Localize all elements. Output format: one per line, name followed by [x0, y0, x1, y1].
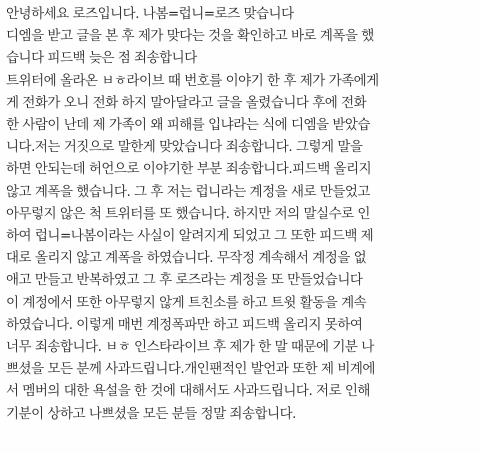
note-line: 쁘셨을 모든 분께 사과드립니다.개인팬적인 발언과 또한 제 비계에 — [6, 361, 375, 378]
note-line: 하면 안되는데 허언으로 이야기한 부분 죄송합니다.피드백 올리지 — [6, 161, 372, 178]
note-line: 안녕하세요 로즈입니다. 나봄=럽니=로즈 맞습니다 — [6, 6, 294, 22]
note-line: 아무렇지 않은 척 트위터를 또 했습니다. 하지만 저의 말실수로 인 — [6, 205, 370, 222]
note-line: 서 멤버의 대한 욕설을 한 것에 대해서도 사과드립니다. 저로 인해 — [6, 383, 370, 400]
note-line: 디엠을 받고 글을 본 후 제가 맞다는 것을 확인하고 바로 계폭을 했 — [6, 28, 374, 45]
note-line: 하여 럽니=나봄이라는 사실이 알려지게 되었고 그 또한 피드백 제 — [6, 228, 374, 245]
note-line: 니다.저는 거짓으로 말한게 맞았습니다 죄송합니다. 그렇게 말을 — [6, 139, 363, 156]
note-line: 습니다 피드백 늦은 점 죄송합니다 — [6, 50, 197, 67]
note-line: 애고 만들고 반복하였고 그 후 로즈라는 계정을 또 만들었습니다 — [6, 272, 363, 289]
note-line: 한 사람이 난데 제 가족이 왜 피해를 입냐라는 식에 디엠을 받았습 — [6, 117, 370, 134]
note-line: 게 전화가 오니 전화 하지 말아달라고 글을 올렸습니다 후에 전화 — [6, 94, 367, 111]
note-text-body — [6, 3, 474, 425]
note-line: 너무 죄송합니다. ㅂㅎ 인스타라이브 후 제가 한 말 때문에 기분 나 — [6, 339, 374, 356]
note-line: 트위터에 올라온 ㅂㅎ라이브 때 번호를 이야기 한 후 제가 가족에게 — [6, 72, 379, 89]
note-line: 하였습니다. 이렇게 매번 계정폭파만 하고 피드백 올리지 못하여 — [6, 316, 363, 333]
note-line: 기분이 상하고 나쁘셨을 모든 분들 정말 죄송합니다. — [6, 405, 296, 422]
note-line: 이 계정에서 또한 아무렇지 않게 트친소를 하고 트윗 활동을 계속 — [6, 294, 367, 311]
note-line: 대로 올리지 않고 계폭을 하였습니다. 무작정 계속해서 계정을 없 — [6, 250, 367, 267]
note-line: 않고 계폭을 했습니다. 그 후 저는 럽니라는 계정을 새로 만들었고 — [6, 183, 370, 200]
